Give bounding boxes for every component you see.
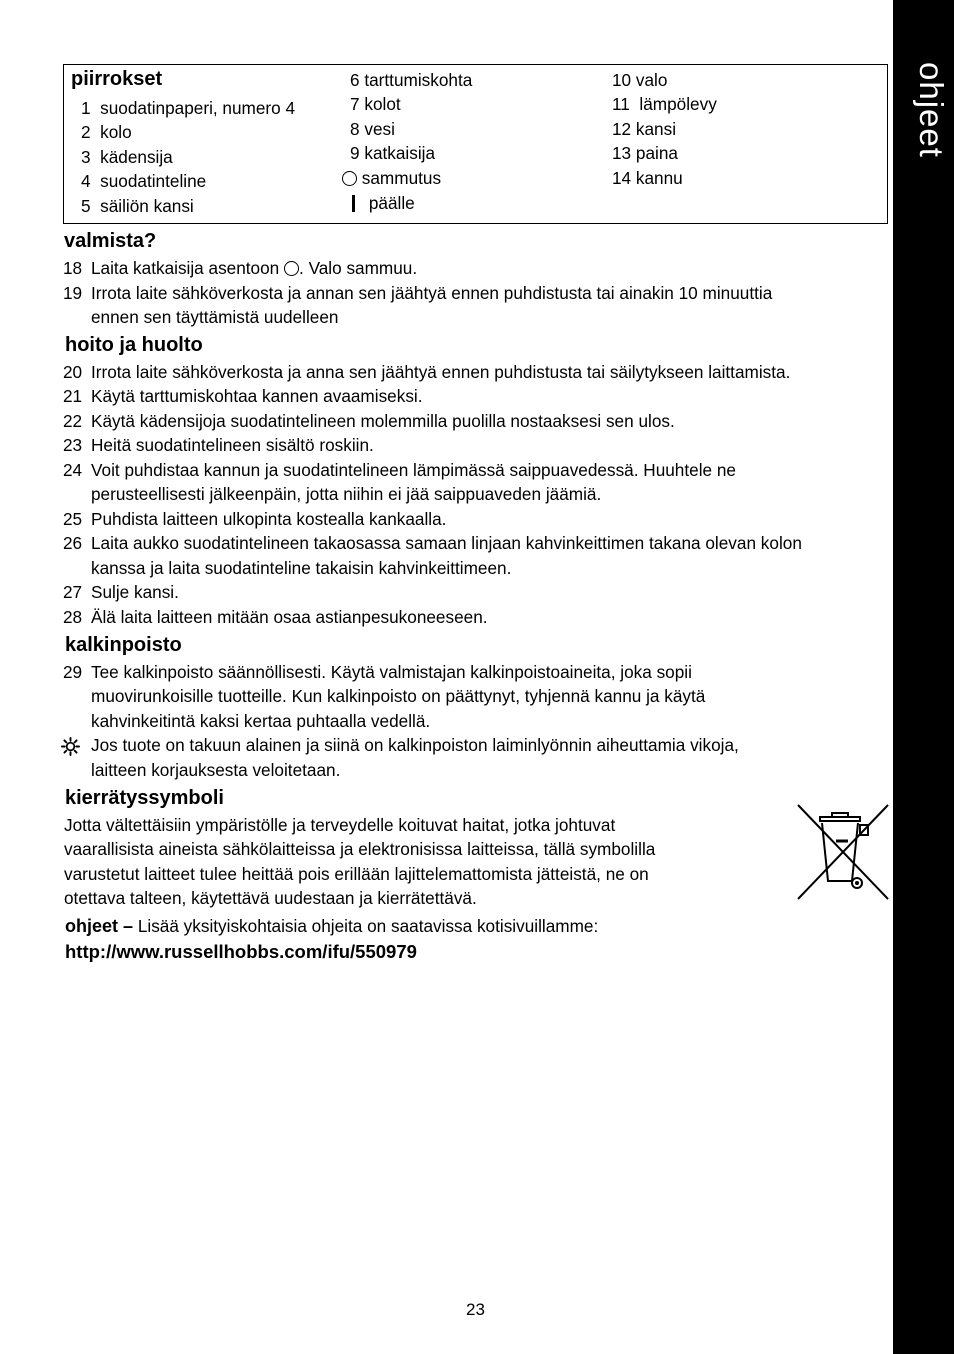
step-number: 22	[63, 411, 83, 431]
part-item: 14 kannu	[612, 168, 683, 188]
step-number: 25	[63, 509, 83, 529]
section-heading-valmista: valmista?	[64, 230, 157, 252]
part-item: 7 kolot	[350, 94, 401, 114]
step-text: Käytä tarttumiskohtaa kannen avaamiseksi.	[91, 386, 423, 406]
step-number: 18	[63, 258, 83, 278]
section-heading-kalkinpoisto: kalkinpoisto	[65, 634, 182, 656]
off-symbol-icon	[284, 261, 299, 276]
crossed-out-bin-icon	[796, 803, 890, 901]
part-item: 5 säiliön kansi	[81, 196, 194, 216]
recycling-text: otettava talteen, käytettävä uudestaan ja kierrätettävä.	[64, 888, 477, 908]
step-text: Älä laita laitteen mitään osaa astianpesukoneeseen.	[91, 607, 488, 627]
on-symbol-icon	[352, 195, 355, 212]
step-number: 21	[63, 386, 83, 406]
step-number: 26	[63, 533, 83, 553]
section-heading-hoito: hoito ja huolto	[65, 334, 203, 356]
recycling-text: varustetut laitteet tulee heittää pois erillään lajittelemattomista jätteistä, ne on	[64, 864, 649, 884]
part-item: 2 kolo	[81, 122, 132, 142]
side-tab-label: ohjeet	[913, 62, 950, 158]
part-item: 4 suodatinteline	[81, 171, 207, 191]
part-item: 11 lämpölevy	[612, 94, 717, 114]
recycling-text: vaarallisista aineista sähkölaitteissa ja elektronisissa laitteissa, tällä symbolilla	[64, 839, 656, 859]
step-number: 27	[63, 582, 83, 602]
step-text: Laita aukko suodatintelineen takaosassa samaan linjaan kahvinkeittimen takana olevan kolon	[91, 533, 802, 553]
part-item: 10 valo	[612, 70, 668, 90]
part-item: 9 katkaisija	[350, 143, 436, 163]
step-text: Voit puhdistaa kannun ja suodatintelineen lämpimässä saippuavedessä. Huuhtele ne	[91, 460, 736, 480]
step-text: Puhdista laitteen ulkopinta kostealla kankaalla.	[91, 509, 447, 529]
page-number: 23	[466, 1300, 485, 1319]
step-text: perusteellisesti jälkeenpäin, jotta niihin ei jää saippuaveden jäämiä.	[91, 484, 602, 504]
step-number: 24	[63, 460, 83, 480]
instructions-url[interactable]: http://www.russellhobbs.com/ifu/550979	[65, 941, 417, 962]
step-text: Sulje kansi.	[91, 582, 179, 602]
side-tab	[893, 0, 954, 1354]
parts-box	[63, 64, 888, 224]
step-text: Irrota laite sähköverkosta ja anna sen jäähtyä ennen puhdistusta tai säilytykseen laittamista.	[91, 362, 791, 382]
part-item: 12 kansi	[612, 119, 677, 139]
step-number: 28	[63, 607, 83, 627]
warning-text: Jos tuote on takuun alainen ja siinä on kalkinpoiston laiminlyönnin aiheuttamia vikoja,	[91, 735, 739, 755]
step-text: Laita katkaisija asentoon . Valo sammuu.	[91, 258, 418, 278]
part-item: 8 vesi	[350, 119, 395, 139]
recycling-text: Jotta vältettäisiin ympäristölle ja terveydelle koituvat haitat, jotka johtuvat	[64, 815, 616, 835]
part-item: sammutus	[342, 168, 441, 188]
instructions-note: ohjeet – Lisää yksityiskohtaisia ohjeita on saatavissa kotisivuillamme:	[65, 916, 599, 936]
part-item: 1 suodatinpaperi, numero 4	[81, 98, 296, 118]
part-item: 13 paina	[612, 143, 678, 163]
part-item: 3 kädensija	[81, 147, 173, 167]
step-number: 20	[63, 362, 83, 382]
step-number: 19	[63, 283, 83, 303]
off-symbol-icon	[342, 171, 357, 186]
part-item: 6 tarttumiskohta	[350, 70, 473, 90]
parts-title: piirrokset	[71, 68, 163, 90]
step-text: Heitä suodatintelineen sisältö roskiin.	[91, 435, 374, 455]
section-heading-kierratys: kierrätyssymboli	[65, 787, 224, 809]
warning-sun-icon	[61, 737, 80, 756]
step-text: Käytä kädensijoja suodatintelineen molemmilla puolilla nostaaksesi sen ulos.	[91, 411, 675, 431]
part-item: päälle	[352, 193, 415, 213]
step-text: kahvinkeitintä kaksi kertaa puhtaalla vedellä.	[91, 711, 431, 731]
step-text: Tee kalkinpoisto säännöllisesti. Käytä valmistajan kalkinpoistoaineita, joka sopii	[91, 662, 692, 682]
step-text: kanssa ja laita suodatinteline takaisin kahvinkeittimeen.	[91, 558, 512, 578]
step-text: Irrota laite sähköverkosta ja annan sen jäähtyä ennen puhdistusta tai ainakin 10 minuuttia	[91, 283, 773, 303]
step-number: 29	[63, 662, 83, 682]
step-number: 23	[63, 435, 83, 455]
step-text: muovirunkoisille tuotteille. Kun kalkinpoisto on päättynyt, tyhjennä kannu ja käytä	[91, 686, 706, 706]
warning-text: laitteen korjauksesta veloitetaan.	[91, 760, 341, 780]
step-text: ennen sen täyttämistä uudelleen	[91, 307, 339, 327]
